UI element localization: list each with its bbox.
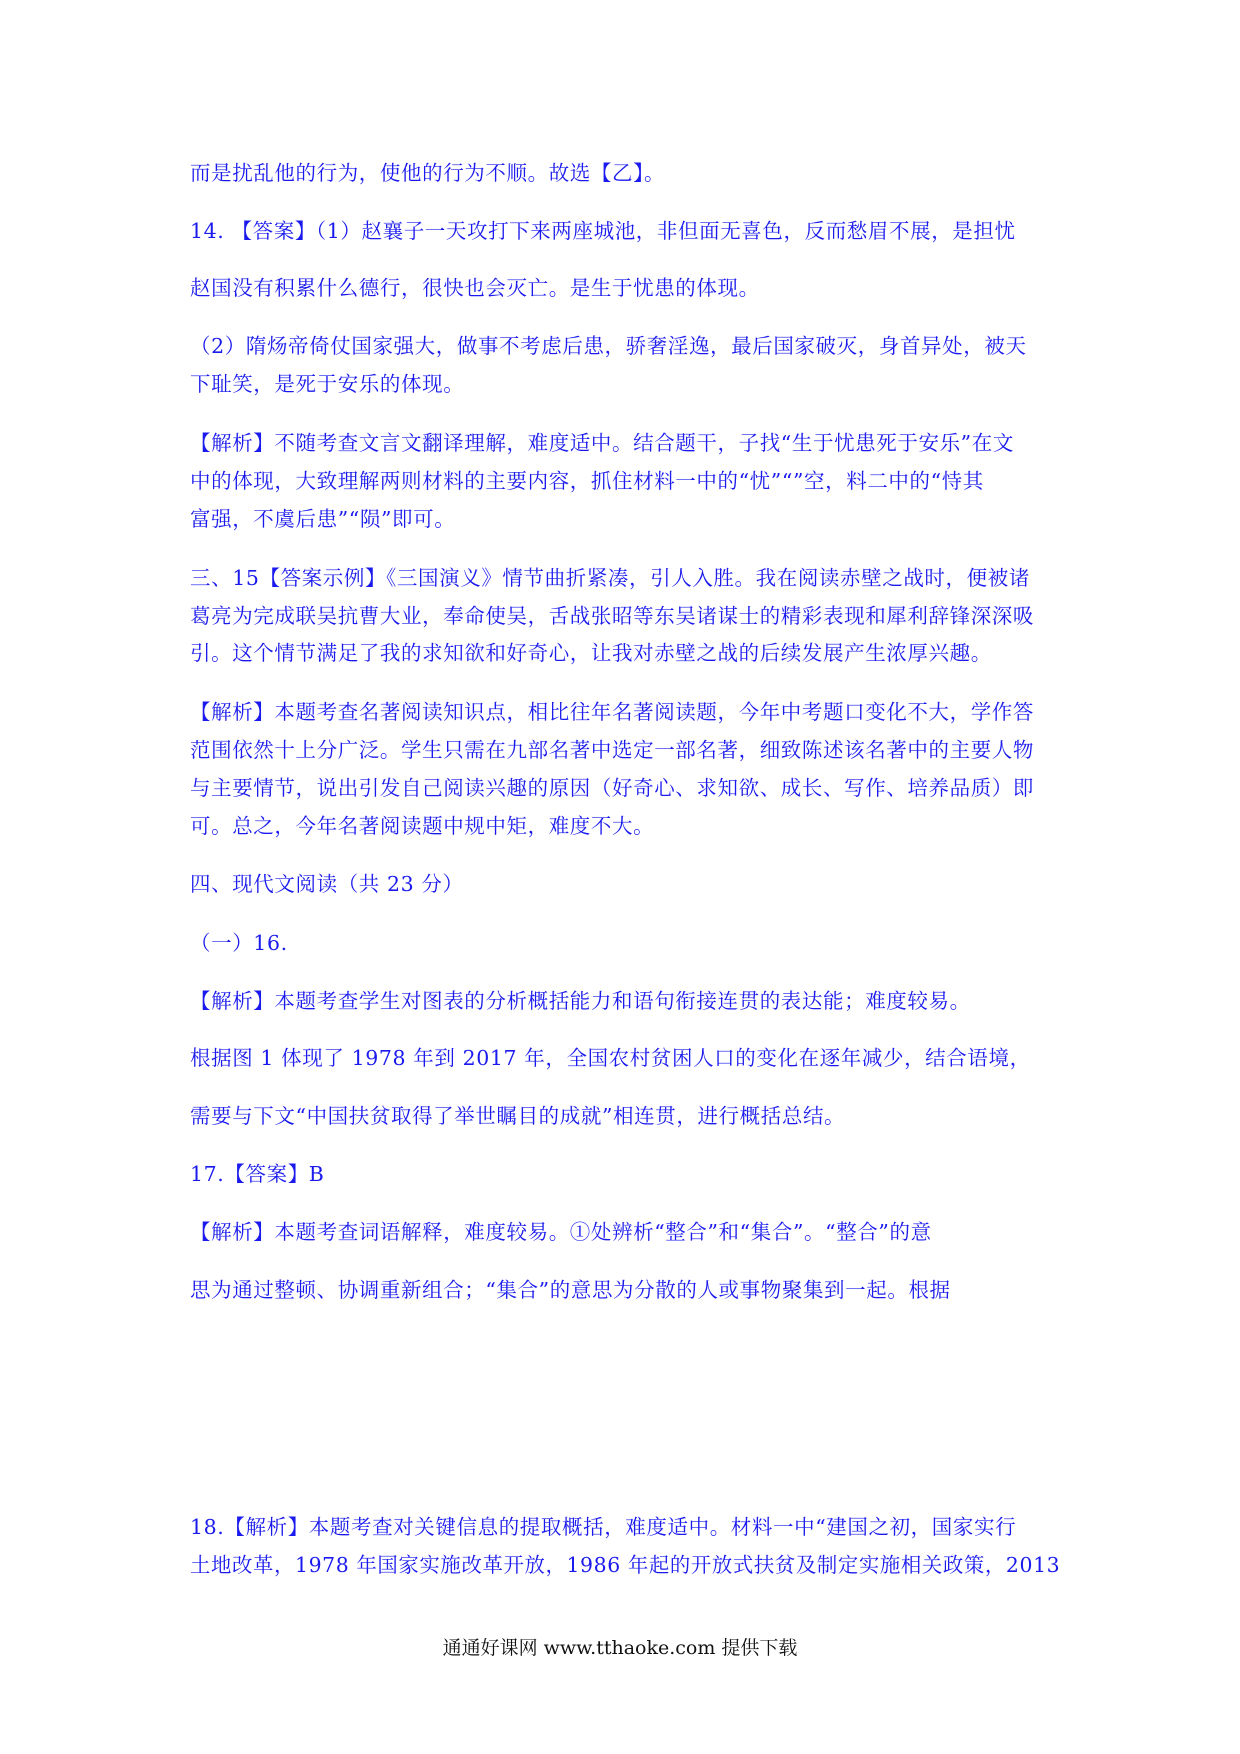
text-line-8: 富强，不虞后患”“陨”即可。 [190,507,456,531]
text-line-1: 而是扰乱他的行为，使他的行为不顺。故选【乙】。 [190,161,666,185]
page-footer [0,1634,1240,1662]
text-line-7: 中的体现，大致理解两则材料的主要内容，抓住材料一中的“忧”“”空，料二中的“恃其 [190,469,984,493]
text-line-4: （2）隋炀帝倚仗国家强大，做事不考虑后患，骄奢淫逸，最后国家破灭，身首异处，被天 [190,334,1027,358]
text-line-9: 三、15【答案示例】《三国演义》情节曲折紧凑，引人入胜。我在阅读赤壁之战时，便被诸 [190,566,1030,590]
text-line-12: 【解析】本题考查名著阅读知识点，相比往年名著阅读题，今年中考题口变化不大，学作答 [190,700,1034,724]
footer-site-name: 通通好课网 [442,1637,538,1659]
text-line-11: 引。这个情节满足了我的求知欲和好奇心，让我对赤壁之战的后续发展产生浓厚兴趣。 [190,641,992,665]
text-line-19: 根据图 1 体现了 1978 年到 2017 年，全国农村贫困人口的变化在逐年减少，结合语境， [190,1046,1031,1070]
text-line-17: （一）16. [190,931,288,955]
text-line-5: 下耻笑，是死于安乐的体现。 [190,372,465,396]
text-line-10: 葛亮为完成联吴抗曹大业，奉命使吴，舌战张昭等东吴诸谋士的精彩表现和犀利辞锋深深吸 [190,604,1034,628]
section-heading: 四、现代文阅读（共 23 分） [190,872,464,896]
footer-url[interactable]: www.tthaoke.com [543,1637,716,1659]
text-line-20: 需要与下文“中国扶贫取得了举世瞩目的成就”相连贯，进行概括总结。 [190,1104,846,1128]
text-line-18: 【解析】本题考查学生对图表的分析概括能力和语句衔接连贯的表达能；难度较易。 [190,989,971,1013]
text-line-14: 与主要情节，说出引发自己阅读兴趣的原因（好奇心、求知欲、成长、写作、培养品质）即 [190,776,1034,800]
text-line-25: 土地改革，1978 年国家实施改革开放，1986 年起的开放式扶贫及制定实施相关政策，2013 [190,1553,1061,1577]
text-line-24: 18.【解析】本题考查对关键信息的提取概括，难度适中。材料一中“建国之初，国家实行 [190,1515,1017,1539]
text-line-15: 可。总之，今年名著阅读题中规中矩，难度不大。 [190,814,655,838]
footer-suffix: 提供下载 [721,1637,798,1659]
text-line-22: 【解析】本题考查词语解释，难度较易。①处辨析“整合”和“集合”。“整合”的意 [190,1220,932,1244]
text-line-13: 范围依然十上分广泛。学生只需在九部名著中选定一部名著，细致陈述该名著中的主要人物 [190,738,1034,762]
text-line-21: 17.【答案】B [190,1162,325,1186]
text-line-3: 赵国没有积累什么德行，很快也会灭亡。是生于忧患的体现。 [190,276,760,300]
text-line-6: 【解析】不随考查文言文翻译理解，难度适中。结合题干，子找“生于忧患死于安乐”在文 [190,431,1014,455]
text-line-23: 思为通过整顿、协调重新组合；“集合”的意思为分散的人或事物聚集到一起。根据 [190,1278,951,1302]
text-line-2: 14. 【答案】（1）赵襄子一天攻打下来两座城池，非但面无喜色，反而愁眉不展，是担忧 [190,219,1016,243]
